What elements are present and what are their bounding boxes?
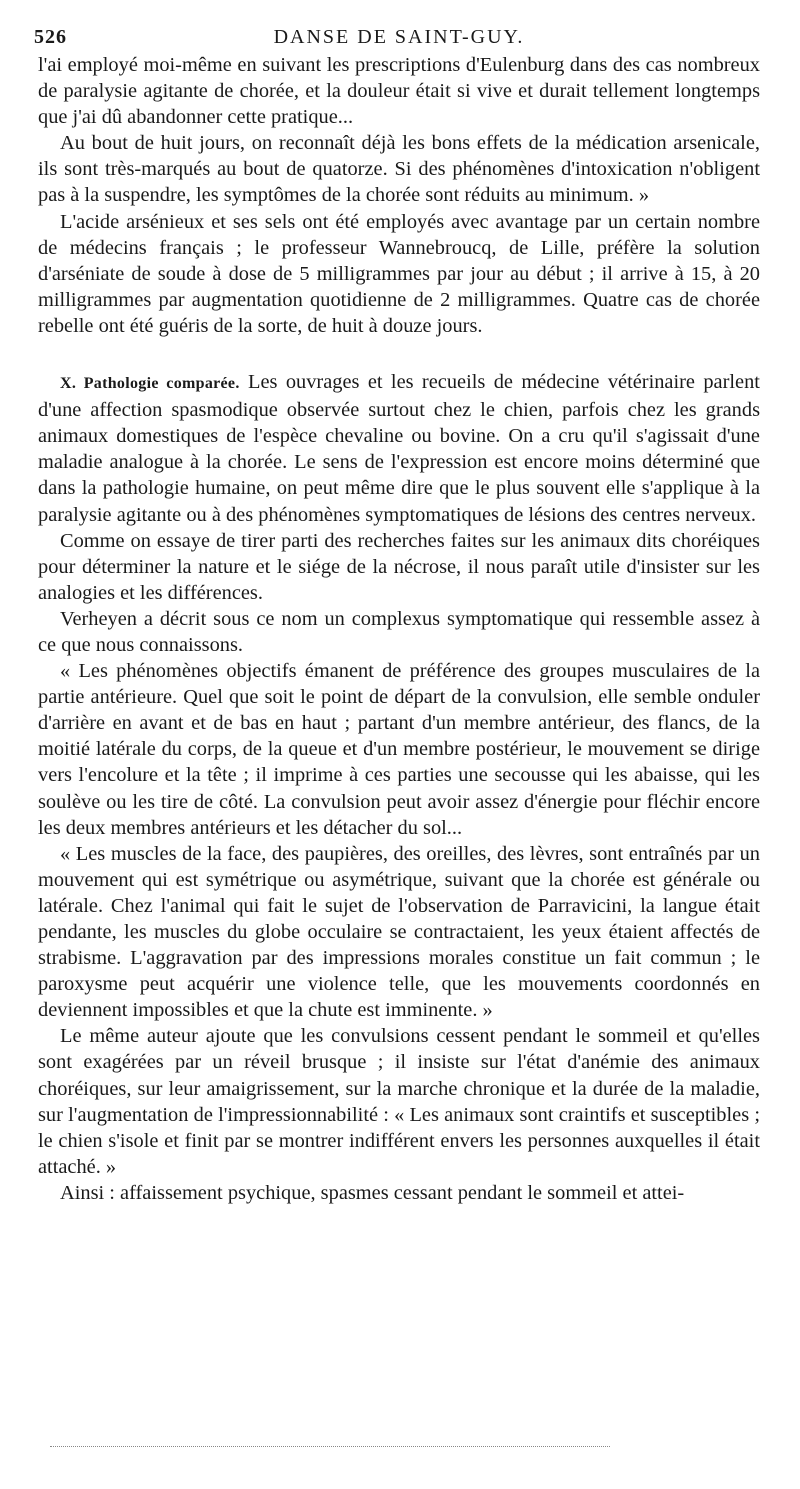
running-title: DANSE DE SAINT-GUY. — [273, 26, 525, 48]
paragraph: Le même auteur ajoute que les convulsions cessent pendant le sommeil et qu'elles sont exagérées par un réveil brusque ; il insiste sur l'état d'anémie des animaux choréiques, sur leur amaigrissement, sur la marche chronique et la durée de la maladie, sur l'augmentation de l'impressionnabilité : « Les animaux sont craintifs et susceptibles ; le chien s'isole et finit par se montrer indifférent envers les personnes auxquelles il était attaché. » — [38, 1025, 760, 1178]
paragraph: Ainsi : affaissement psychique, spasmes cessant pendant le sommeil et attei- — [60, 1181, 685, 1204]
paragraph: Au bout de huit jours, on reconnaît déjà les bons effets de la médication arsenicale, ils sont très-marqués au bout de quatorze. Si des phénomènes d'intoxication n'obligent pas à la suspendre, les symptômes de la chorée sont réduits au minimum. » — [38, 132, 760, 207]
quote-paragraph: « Les phénomènes objectifs émanent de préférence des groupes musculaires de la partie antérieure. Quel que soit le point de départ de la convulsion, elle semble onduler d'arrière en avant et de bas en haut ; partant d'un membre antérieur, des flancs, de la moitié latérale du corps, de la queue et d'un membre postérieur, le mouvement se dirige vers l'encolure et la tête ; il imprime à ces parties une secousse qui les abaisse, qui les soulève ou les tire de côté. La convulsion peut avoir assez d'énergie pour fléchir encore les deux membres antérieurs et les détacher du sol... — [38, 660, 760, 839]
paragraph: Verheyen a décrit sous ce nom un complexus symptomatique qui ressemble assez à ce que nous connaissons. — [38, 607, 760, 656]
page-number: 526 — [34, 26, 67, 48]
footer-dotted-rule — [50, 1446, 610, 1447]
paragraph: L'acide arsénieux et ses sels ont été employés avec avantage par un certain nombre de médecins français ; le professeur Wannebroucq, de Lille, préfère la solution d'arséniate de soude à dose de 5 milligrammes par jour au début ; il arrive à 15, à 20 milligrammes par augmentation quotidienne de 2 milligrammes. Quatre cas de chorée rebelle ont été guéris de la sorte, de huit à douze jours. — [38, 210, 760, 337]
quote-paragraph: « Les muscles de la face, des paupières, des oreilles, des lèvres, sont entraînés par un mouvement qui est symétrique ou asymétrique, suivant que la chorée est générale ou latérale. Chez l'animal qui fait le sujet de l'observation de Parravicini, la langue était pendante, les muscles du globe occulaire se contractaient, les yeux étaient affectés de strabisme. L'aggravation par des impressions morales constitue un fait commun ; le paroxysme peut acquérir une violence telle, que les mouvements coordonnés en deviennent impossibles et que la chute est imminente. » — [38, 842, 760, 1022]
body-text — [38, 52, 760, 1206]
section-title: X. Pathologie comparée. — [60, 375, 240, 393]
paragraph: l'ai employé moi-même en suivant les prescriptions d'Eulenburg dans des cas nombreux de paralysie agitante de chorée, et la douleur était si vive et durait tellement longtemps que j'ai dû abandonner cette pratique... — [38, 54, 760, 129]
page-header — [34, 26, 764, 50]
section-spacer — [38, 339, 760, 369]
section-opening-paragraph — [38, 369, 760, 528]
section-opening-text: Les ouvrages et les recueils de médecine vétérinaire parlent d'une affection spasmodique observée surtout chez le chien, parfois chez les grands animaux domestiques de l'espèce chevaline ou bovine. On a cru qu'il s'agissait d'une maladie analogue à la chorée. Le sens de l'expression est encore moins déterminé que dans la pathologie humaine, on peut même dire que le plus souvent elle s'applique à la paralysie agitante ou à des phénomènes symptomatiques de lésions des centres nerveux. — [38, 371, 760, 526]
paragraph: Comme on essaye de tirer parti des recherches faites sur les animaux dits choréiques pour déterminer la nature et le siége de la nécrose, il nous paraît utile d'insister sur les analogies et les différences. — [38, 529, 760, 604]
